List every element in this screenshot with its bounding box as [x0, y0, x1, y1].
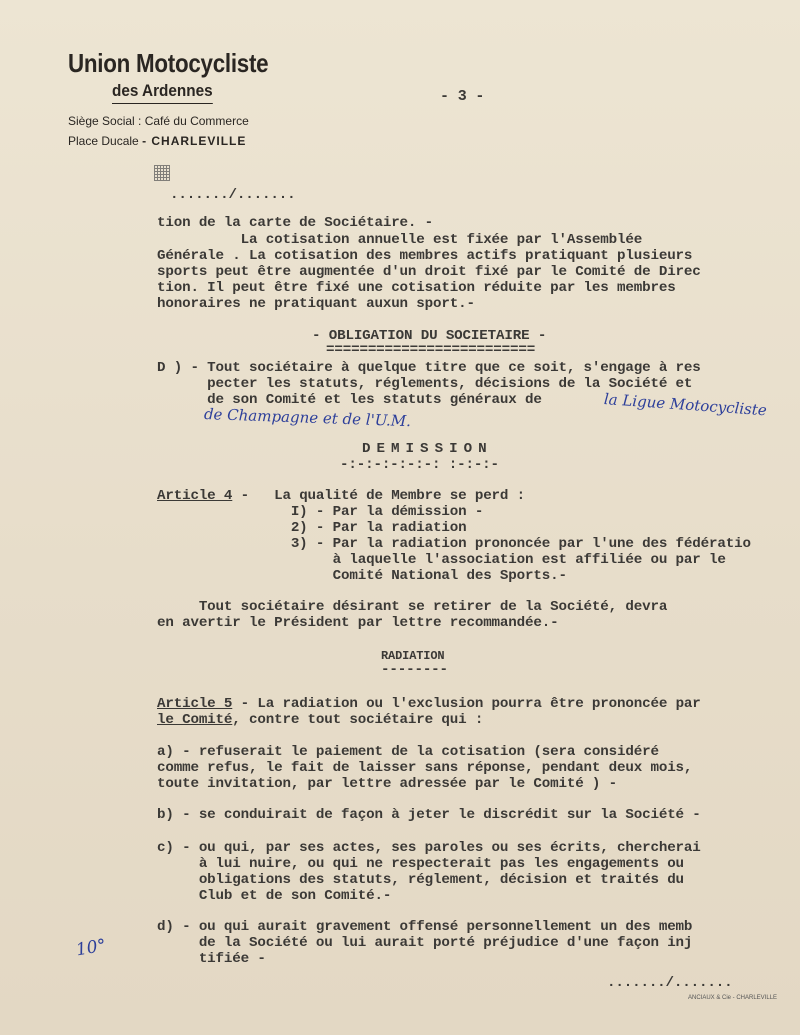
paragraph-line: Tout sociétaire désirant se retirer de la Société, devra [157, 599, 668, 615]
continued-marker-top: ......./....... [170, 187, 296, 203]
article-5-heading [157, 697, 701, 713]
margin-note: 10° [74, 935, 108, 961]
organization-name: Union Motocycliste [68, 48, 269, 78]
article-4-item: Comité National des Sports.- [157, 568, 567, 584]
section-heading-obligation: - OBLIGATION DU SOCIETAIRE - [312, 328, 547, 344]
handwritten-annotation: de Champagne et de l'U.M. [203, 405, 412, 431]
registered-office: Siège Social : Café du Commerce [68, 114, 249, 128]
item-a-line: toute invitation, par lettre adressée par le Comité ) - [157, 776, 618, 792]
item-a-line: comme refus, le fait de laisser sans réponse, pendant deux mois, [157, 760, 693, 776]
paragraph-line: tion. Il peut être fixé une cotisation réduite par les membres [157, 280, 676, 296]
paragraph-line: Générale . La cotisation des membres actifs pratiquant plusieurs [157, 248, 693, 264]
heading-rule: -:-:-:-:-:-: :-:-:- [340, 457, 499, 473]
printed-square-mark [154, 165, 170, 181]
section-heading-radiation: RADIATION [381, 649, 445, 663]
article-4-item: 2) - Par la radiation [157, 520, 467, 536]
obligation-line: D ) - Tout sociétaire à quelque titre que ce soit, s'engage à res [157, 360, 701, 376]
address-city: - CHARLEVILLE [142, 134, 247, 148]
article-5-line-rest: , contre tout sociétaire qui : [232, 712, 484, 728]
letterhead [68, 48, 301, 148]
item-d-line: d) - ou qui aurait gravement offensé personnellement un des memb [157, 919, 693, 935]
obligation-line: de son Comité et les statuts généraux de [157, 392, 542, 408]
item-c-line: Club et de son Comité.- [157, 888, 392, 904]
paragraph-line: en avertir le Président par lettre recommandée.- [157, 615, 559, 631]
obligation-line: pecter les statuts, réglements, décisions de la Société et [157, 376, 693, 392]
article-5-text: - La radiation ou l'exclusion pourra être prononcée par [232, 696, 701, 712]
paragraph-line: La cotisation annuelle est fixée par l'Assemblée [157, 232, 643, 248]
organization-subtitle: des Ardennes [112, 81, 213, 104]
section-heading-demission: DEMISSION [362, 441, 493, 457]
article-4-label: Article 4 [157, 488, 233, 504]
page-number: - 3 - [440, 88, 485, 105]
address-place: Place Ducale [68, 134, 139, 148]
item-c-line: à lui nuire, ou qui ne respecterait pas les engagements ou [157, 856, 684, 872]
paragraph-line: tion de la carte de Sociétaire. - [157, 215, 434, 231]
item-c-line: obligations des statuts, réglement, décision et traités du [157, 872, 684, 888]
heading-rule: -------- [381, 662, 448, 678]
item-d-line: de la Société ou lui aurait porté préjudice d'une façon inj [157, 935, 693, 951]
heading-rule: ========================= [326, 342, 536, 358]
paragraph-line: honoraires ne pratiquant auxun sport.- [157, 296, 475, 312]
article-5-line [157, 713, 483, 729]
committee-label: le Comité [157, 712, 233, 728]
item-c-line: c) - ou qui, par ses actes, ses paroles ou ses écrits, chercherai [157, 840, 701, 856]
printer-mark: ANCIAUX & Cie - CHARLEVILLE [688, 995, 778, 1001]
article-4-item: à laquelle l'association est affiliée ou par le [157, 552, 726, 568]
handwritten-annotation: la Ligue Motocycliste [603, 390, 768, 420]
article-4-intro: - La qualité de Membre se perd : [232, 488, 526, 504]
item-a-line: a) - refuserait le paiement de la cotisation (sera considéré [157, 744, 659, 760]
article-5-label: Article 5 [157, 696, 233, 712]
item-d-line: tifiée - [157, 951, 266, 967]
paragraph-line: sports peut être augmentée d'un droit fixé par le Comité de Direc [157, 264, 701, 280]
article-4-item: 3) - Par la radiation prononcée par l'une des fédératio [157, 536, 751, 552]
item-b-line: b) - se conduirait de façon à jeter le discrédit sur la Société - [157, 807, 701, 823]
article-4-heading [157, 489, 525, 505]
continued-marker-bottom: ......./....... [607, 975, 733, 991]
address-line [68, 134, 301, 148]
article-4-item: I) - Par la démission - [157, 504, 484, 520]
